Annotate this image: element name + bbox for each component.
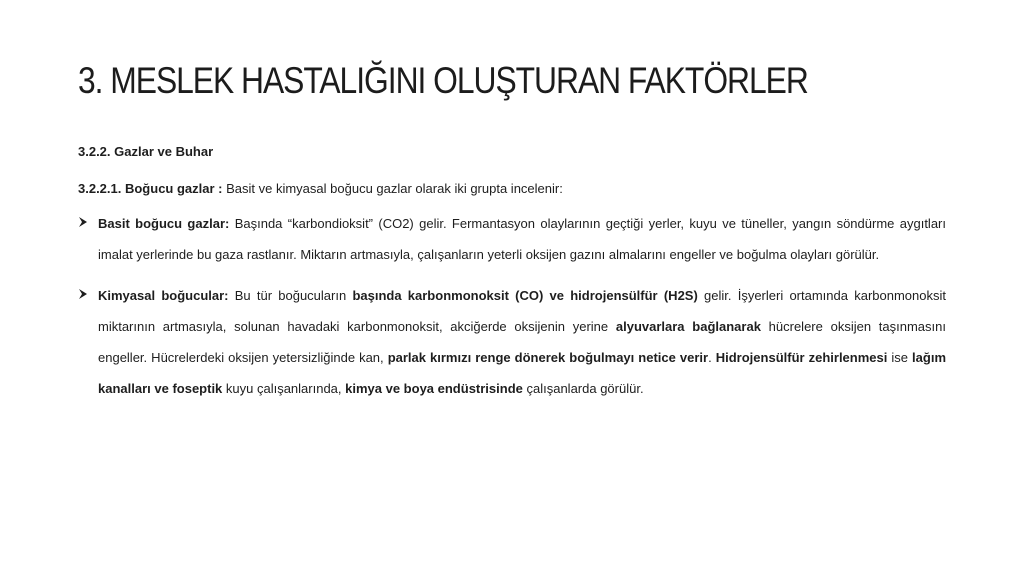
text-run: hücrelere oksijen taşınmasını engeller. Hücrelerdeki oksijen yetersizliğinde kan, [98, 319, 946, 365]
bullet-list [78, 208, 946, 404]
bullet-item [78, 208, 946, 270]
bold-text-run: kimya ve boya endüstrisinde [345, 381, 523, 396]
bold-text-run: Basit boğucu gazlar: [98, 216, 230, 231]
arrowhead-bullet-icon [78, 208, 92, 239]
text-run: kuyu çalışanlarında, [222, 381, 346, 396]
text-run: çalışanlarda görülür. [522, 381, 644, 396]
bold-text-run: Kimyasal boğucular: [98, 288, 229, 303]
bullet-item [78, 280, 946, 404]
bold-text-run: alyuvarlara bağlanarak [615, 319, 761, 334]
bold-text-run: parlak kırmızı renge dönerek boğulmayı netice verir [387, 350, 709, 365]
section-heading: 3.2.2. Gazlar ve Buhar [78, 144, 214, 159]
bold-text-run: Hidrojensülfür zehirlenmesi [715, 350, 888, 365]
lead-label: 3.2.2.1. Boğucu gazlar : [78, 181, 223, 196]
text-run: Bu tür boğucuların [228, 288, 353, 303]
slide-content [78, 136, 946, 404]
lead-text: Basit ve kimyasal boğucu gazlar olarak iki grupta incelenir: [222, 181, 563, 196]
text-run: gelir. İşyerleri ortamında karbonmonoksit miktarının artmasıyla, solunan havadaki karbonmonoksit, akciğerde oksijenin yerine [98, 288, 946, 334]
lead-paragraph [78, 173, 946, 204]
bold-text-run: lağım kanalları ve foseptik [98, 350, 947, 396]
text-run: . [708, 350, 716, 365]
text-run: Başında “karbondioksit” (CO2) gelir. Fermantasyon olaylarının geçtiği yerler, kuyu ve tüneller, yangın söndürme aygıtları imalat yerlerinde bu gaza rastlanır. Miktarın artmasıyla, çalışanların yeterli oksijen gazını almalarını engeller ve boğulma olayları görülür. [98, 216, 946, 262]
slide-title: 3. MESLEK HASTALIĞINI OLUŞTURAN FAKTÖRLER [78, 60, 808, 101]
text-run: ise [887, 350, 913, 365]
arrowhead-bullet-icon [78, 280, 92, 311]
bold-text-run: başında karbonmonoksit (CO) ve hidrojensülfür (H2S) [352, 288, 698, 303]
